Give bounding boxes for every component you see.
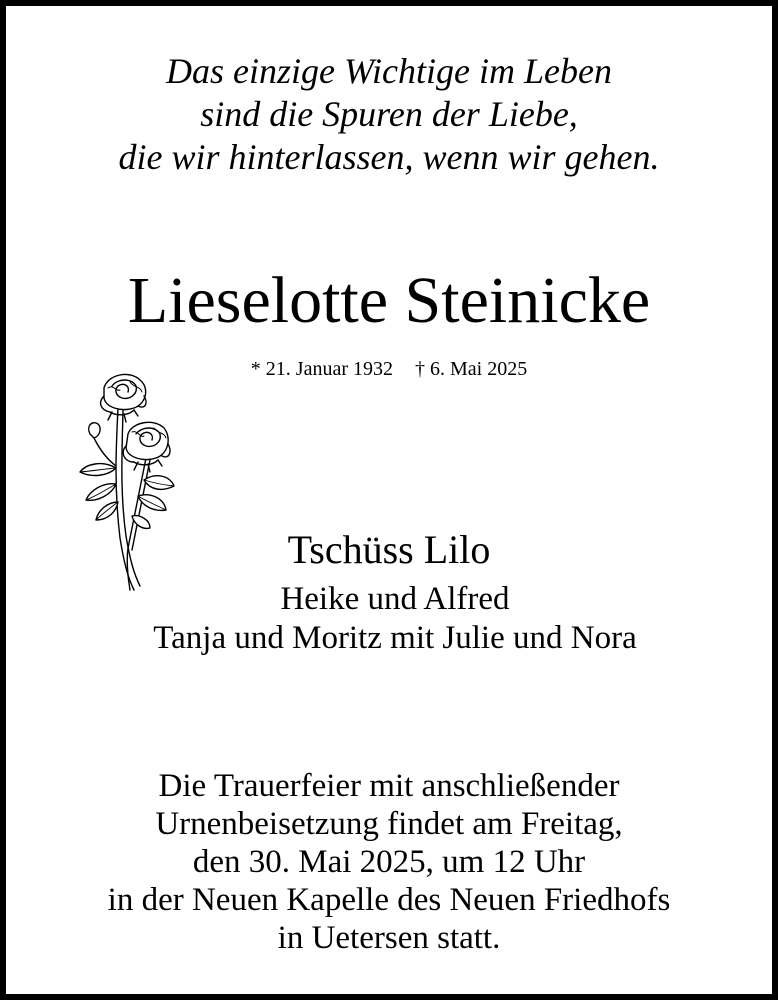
service-line: Urnenbeisetzung findet am Freitag, bbox=[155, 806, 623, 842]
service-announcement bbox=[6, 767, 772, 957]
service-line: den 30. Mai 2025, um 12 Uhr bbox=[192, 844, 586, 880]
farewell-message: Tschüss Lilo bbox=[287, 527, 491, 572]
memorial-quote bbox=[6, 50, 772, 179]
quote-line: sind die Spuren der Liebe, bbox=[200, 94, 578, 134]
service-line: Die Trauerfeier mit anschließender bbox=[158, 768, 620, 804]
death-date: † 6. Mai 2025 bbox=[414, 358, 528, 380]
quote-line: die wir hinterlassen, wenn wir gehen. bbox=[118, 137, 660, 177]
family-line: Heike und Alfred bbox=[280, 581, 510, 617]
service-line: in der Neuen Kapelle des Neuen Friedhofs bbox=[107, 882, 671, 918]
deceased-name: Lieselotte Steinicke bbox=[127, 264, 651, 337]
quote-line: Das einzige Wichtige im Leben bbox=[166, 51, 612, 91]
family-signature bbox=[6, 580, 778, 658]
birth-date: * 21. Januar 1932 bbox=[250, 358, 393, 380]
service-line: in Uetersen statt. bbox=[277, 920, 501, 956]
family-line: Tanja und Moritz mit Julie und Nora bbox=[153, 620, 637, 656]
